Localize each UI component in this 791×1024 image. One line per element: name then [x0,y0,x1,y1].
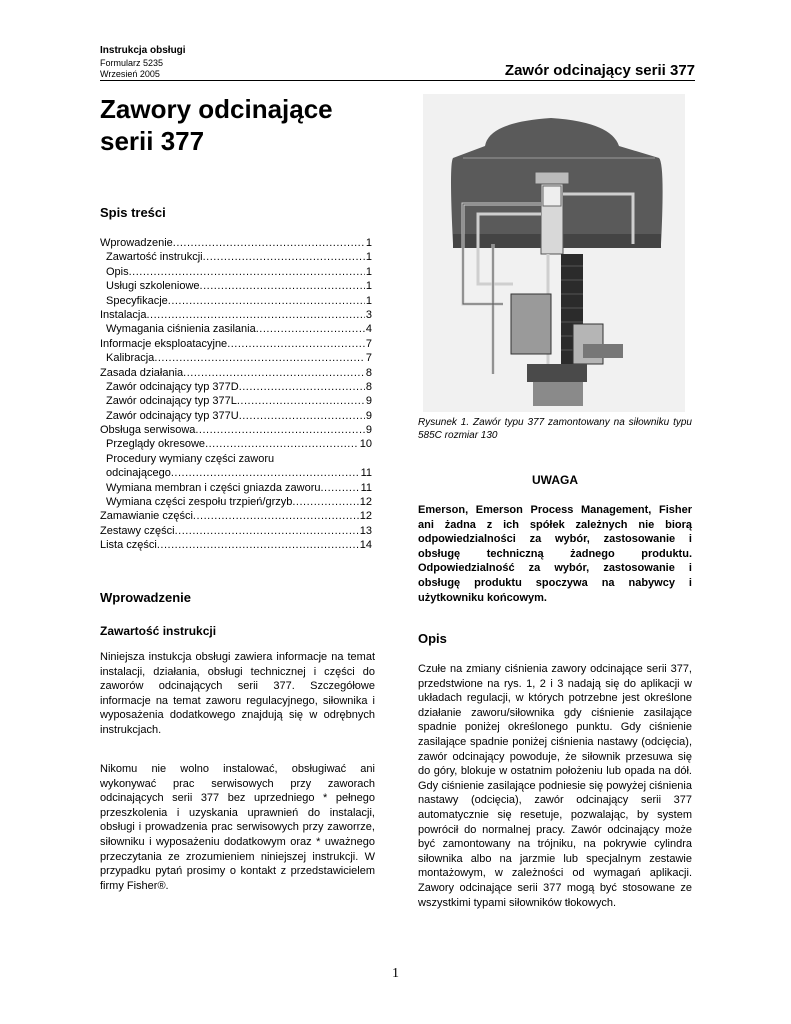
toc-item[interactable] [100,509,372,523]
toc-item-leader [200,279,365,293]
description-heading: Opis [418,631,447,646]
toc-item-page: 9 [365,424,372,437]
toc-item-leader [239,380,365,394]
toc-item-page: 1 [365,280,372,293]
toc-item-label: Obsługa serwisowa [100,424,196,437]
toc-item-leader [320,481,359,495]
header-rule [100,80,695,81]
valve-illustration [423,94,685,412]
toc-item-page: 3 [365,308,372,321]
toc-item-label: Wprowadzenie [100,237,173,249]
toc-item-label: Zasada działania [100,366,184,379]
toc-item-leader [173,236,365,250]
toc-item[interactable] [100,351,372,365]
toc-item-leader [237,394,365,408]
toc-item[interactable] [100,452,372,466]
toc-item[interactable] [100,437,372,451]
toc-item-page: 1 [365,237,372,249]
toc-item-label: Przeglądy okresowe [106,438,206,451]
toc-item-leader [205,437,359,451]
toc-item[interactable] [100,394,372,408]
toc-item-page: 1 [365,294,372,307]
form-number: Formularz 5235 [100,58,164,68]
toc-item-leader [183,366,365,380]
toc-item-page: 12 [359,496,372,509]
toc-item-leader [292,495,358,509]
toc-item-label: Instalacja [100,308,147,321]
toc-item-page: 10 [359,438,372,451]
toc-item-leader [157,538,359,552]
toc-item-page: 11 [360,467,372,480]
header-title: Zawór odcinający serii 377 [504,62,695,79]
toc-item-leader [256,322,365,336]
toc-item[interactable] [100,538,372,552]
toc-item-leader [193,509,359,523]
toc-heading: Spis treści [100,205,166,220]
page-title-line1: Zawory odcinające [100,94,333,124]
toc-item-label: Zawartość instrukcji [106,251,203,264]
toc-item-page: 4 [365,323,372,336]
toc-item-leader [168,294,365,308]
page-title-line2: serii 377 [100,126,205,156]
toc-item-page: 7 [365,337,372,350]
description-text: Czułe na zmiany ciśnienia zawory odcinające serii 377, przedstwione na rys. 1, 2 i 3 nadają się do aplikacji w układach regulacji, w których potrzebne jest określone działanie zaworu/siłownika gdy ciśnienie zasilające spadnie poniżej określonego punktu. Gdy ciśnienie zasilające spadnie poniżej ciśnienia nastawy (odcięcia), zawór odcinający powoduje, że siłownik przesuwa się do góry, blokuje w ostatnim położeniu lub opada na dół. Gdy ciśnienie zasilające podniesie się powyżej ciśnienia nastawy (odcięcia), zawór odcinający serii 377 automatycznie się resetuje, pozwalając, by system powrócił do normalnej pracy. Zawór odcinający może być zamontowany na trójniku, na pokrywie cylindra siłownika albo na jarzmie lub specjalnym zestawie montażowym, w zależności od wymagań aplikacji. Zawory odcinające serii 377 mogą być stosowane ze wszystkimi typami siłowników tłokowych. [418,663,692,909]
toc-item-label: Zawór odcinający typ 377D [106,380,239,393]
toc-item-label: odcinającego [106,467,171,480]
toc-item-label: Zawór odcinający typ 377U [106,409,239,422]
toc-item[interactable] [100,236,372,250]
toc-item-page: 13 [359,524,372,537]
toc-item[interactable] [100,380,372,394]
doc-type: Instrukcja obsługi [100,45,186,56]
toc-item[interactable] [100,308,372,322]
doc-date: Wrzesień 2005 [100,69,160,79]
toc-item-leader [239,409,365,423]
toc-item-label: Wymiana części zespołu trzpień/grzyb [106,496,293,509]
toc-item-label: Usługi szkoleniowe [106,280,200,293]
intro-paragraph-2: Nikomu nie wolno instalować, obsługiwać ani wykonywać prac serwisowych przy zaworach odcinających serii 377 bez uprzedniego * pełnego przeszkolenia i uzyskania uprawnień do instalacji, obsługi i prowadzenia prac serwisowych przy zaworrze, siłowniku i wyposażeniu dodatkowym oraz * uważnego przeczytania ze zrozumieniem niniejszej instrukcji. W przypadku pytań prosimy o kontakt z przedstawicielem firmy Fisher®. [100,763,375,892]
toc-item-leader [129,265,365,279]
toc-item-leader [203,250,365,264]
intro-subheading: Zawartość instrukcji [100,624,217,638]
toc-item-leader [175,524,359,538]
toc-item-label: Zestawy części [100,524,175,537]
toc-item[interactable] [100,279,372,293]
toc-item-label: Zamawianie części [100,510,193,523]
warning-title: UWAGA [532,473,578,487]
toc-item-leader [195,423,365,437]
toc-item-page: 12 [359,510,372,523]
toc-item-page: 7 [365,352,372,365]
toc-item[interactable] [100,423,372,437]
toc-item[interactable] [100,322,372,336]
page-title [100,93,333,157]
toc-item-label: Lista części [100,539,157,552]
intro-paragraph-1: Niniejsza instukcja obsługi zawiera informacje na temat instalacji, działania, obsługi technicznej i części do zaworów odcinających serii 377. Szczegółowe informacje na temat zaworu regulacyjnego, siłownika i wyposażenia dodatkowego znajdują się w odrębnych instrukcjach. [100,651,375,736]
toc-item-label: Procedury wymiany części zaworu [106,452,275,465]
toc-item-label: Opis [106,265,129,278]
toc-item-page: 1 [365,265,372,278]
toc-item[interactable] [100,265,372,279]
toc-item[interactable] [100,337,372,351]
toc-item[interactable] [100,495,372,509]
page-number: 1 [392,966,399,981]
toc-item[interactable] [100,250,372,264]
toc-item-leader [171,466,360,480]
toc-item[interactable] [100,294,372,308]
toc-item-label: Zawór odcinający typ 377L [106,395,237,408]
toc-item-label: Informacje eksploatacyjne [100,337,228,350]
toc-item[interactable] [100,466,372,480]
warning-text: Emerson, Emerson Process Management, Fisher ani żadna z ich spółek zależnych nie biorą odpowiedzialności za wybór, zastosowanie i obsługę techniczną żadnego produktu. Odpowiedzialność za wybór, zastosowanie i obsługę produktu spoczywa na nabywcy i użytkowniku końcowym. [418,504,692,604]
figure-caption: Rysunek 1. Zawór typu 377 zamontowany na siłowniku typu 585C rozmiar 130 [418,417,692,441]
valve-photo [423,94,685,412]
toc-item-label: Wymagania ciśnienia zasilania [106,323,256,336]
toc-item-page: 8 [365,380,372,393]
table-of-contents [100,236,372,553]
toc-item-page: 14 [359,539,372,552]
toc-item-leader [227,337,365,351]
toc-item-leader [154,351,365,365]
toc-item[interactable] [100,481,372,495]
toc-item-page: 8 [365,366,372,379]
toc-item-label: Kalibracja [106,352,155,365]
toc-item-label: Specyfikacje [106,294,168,307]
intro-heading: Wprowadzenie [100,590,192,605]
toc-item[interactable] [100,366,372,380]
toc-item-label: Wymiana membran i części gniazda zaworu [106,481,321,494]
toc-item-leader [146,308,364,322]
toc-item-page: 9 [365,395,372,408]
toc-item-page: 1 [365,251,372,264]
toc-item-page: 9 [365,409,372,422]
toc-item[interactable] [100,524,372,538]
toc-item[interactable] [100,409,372,423]
toc-item-page: 11 [360,481,372,494]
